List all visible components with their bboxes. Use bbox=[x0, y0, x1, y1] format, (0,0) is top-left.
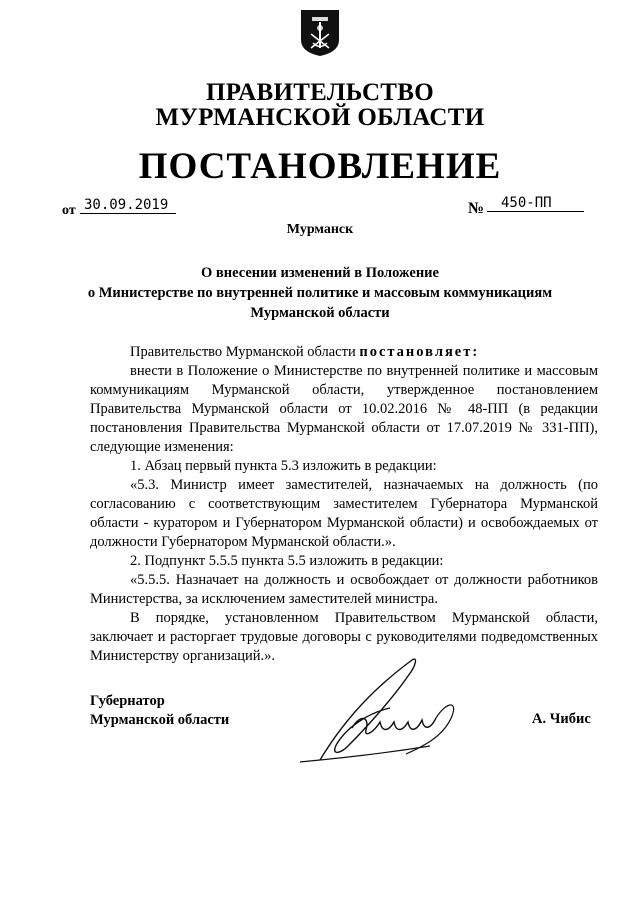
subject-line-2: о Министерстве по внутренней политике и массовым коммуникациям bbox=[87, 285, 553, 301]
document-type-title: ПОСТАНОВЛЕНИЕ bbox=[138, 146, 502, 187]
body-paragraph: 1. Абзац первый пункта 5.3 изложить в редакции: bbox=[130, 458, 437, 474]
signer-title-line2: Мурманской области bbox=[90, 712, 230, 728]
body-paragraph: В порядке, установленном Правительством Мурманской области, заключает и расторгает трудовые договоры с руководителями подведомственных Министерству организаций.». bbox=[90, 610, 598, 664]
decree-verb: постановляет: bbox=[359, 344, 480, 360]
body-paragraph: «5.5.5. Назначает на должность и освобождает от должности работников Министерства, за исключением заместителей министра. bbox=[90, 572, 598, 607]
document-subject bbox=[0, 263, 640, 323]
document-number: 450-ПП bbox=[487, 195, 584, 212]
signer-title bbox=[90, 692, 229, 730]
intro-lead-text: Правительство Мурманской области bbox=[130, 344, 360, 360]
signer-name: А. Чибис bbox=[532, 711, 591, 727]
org-name-line1: ПРАВИТЕЛЬСТВО bbox=[206, 79, 434, 106]
body-paragraph-intro bbox=[90, 343, 598, 362]
document-body bbox=[90, 343, 598, 666]
handwritten-signature bbox=[290, 650, 490, 770]
body-paragraph: внести в Положение о Министерстве по внутренней политике и массовым коммуникациям Мурманской области, утвержденное постановлением Правительства Мурманской области от 10.02.2016 № 48-ПП (в редакции постановления Правительства Мурманской области от 17.07.2019 № 331-ПП), следующие изменения: bbox=[90, 363, 598, 455]
signer-title-line1: Губернатор bbox=[90, 693, 165, 709]
date-label: от bbox=[62, 203, 76, 218]
subject-line-1: О внесении изменений в Положение bbox=[201, 265, 439, 281]
city-name: Мурманск bbox=[286, 222, 354, 237]
body-paragraph: 2. Подпункт 5.5.5 пункта 5.5 изложить в редакции: bbox=[130, 553, 444, 569]
body-paragraph: «5.3. Министр имеет заместителей, назначаемых на должность (по согласованию с соответствующим заместителем Губернатора Мурманской области - куратором и Губернатором Мурманской области) и освобождаемых от должности Губернатором Мурманской области.». bbox=[90, 477, 598, 550]
coat-of-arms-emblem bbox=[299, 8, 341, 58]
document-date: 30.09.2019 bbox=[80, 197, 176, 214]
subject-line-3: Мурманской области bbox=[250, 305, 390, 321]
org-name-line2: МУРМАНСКОЙ ОБЛАСТИ bbox=[155, 104, 485, 131]
number-label: № bbox=[468, 200, 485, 217]
